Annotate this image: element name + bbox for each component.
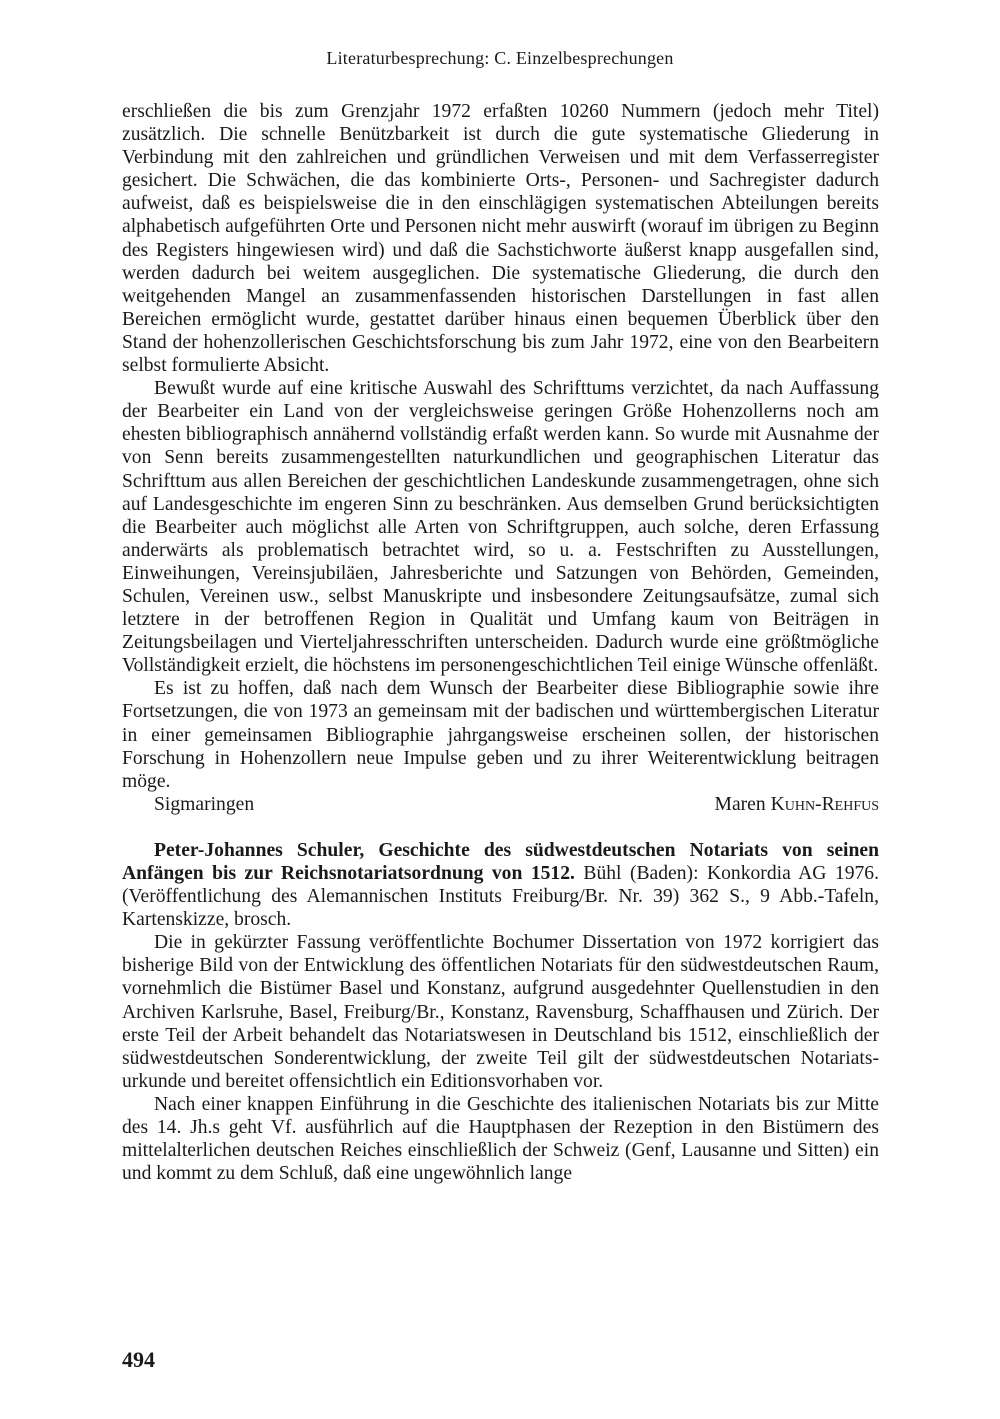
author-last-name: Kuhn-Rehfus (770, 793, 879, 815)
review-heading (122, 839, 879, 931)
signature-author (715, 793, 879, 816)
review-bibliographic-details: Bühl (Baden): Konkordia AG 1976. (Veröffentlichung des Alemannischen Instituts Freiburg/Br. Nr. 39) 362 S., 9 Abb.-Tafeln, Kartenskizze, brosch. (122, 863, 879, 931)
page-number: 494 (122, 1347, 155, 1372)
signature-line (122, 793, 879, 816)
paragraph: Es ist zu hoffen, daß nach dem Wunsch der Bearbeiter diese Bibliographie sowie ihre Fortsetzungen, die von 1973 an gemeinsam mit der badischen und württembergischen Literatur in einer gemeinsamen Bibliographie jahrgangsweise erscheinen sollen, der historischen Forschung in Hohenzollern neue Impulse geben und zu ihrer Weiterentwicklung beitragen möge. (122, 678, 879, 792)
author-first-name: Maren (714, 793, 771, 815)
body-text (122, 100, 879, 1185)
signature-place: Sigmaringen (154, 793, 255, 815)
paragraph: Bewußt wurde auf eine kritische Auswahl des Schrifttums verzichtet, da nach Auffassung der Bearbeiter ein Land von der vergleichsweise geringen Größe Hohenzollerns noch am ehesten bibliographisch annähernd vollständig erfaßt werden kann. So wurde mit Ausnahme der von Senn bereits zusammengestellten naturkundlichen und geographischen Literatur das Schrifttum aus allen Bereichen der geschichtlichen Landeskunde zusammengetragen, ohne sich auf Landesgeschichte im engeren Sinn zu beschränken. Aus demselben Grund berücksichtigten die Bearbeiter auch möglichst alle Arten von Schriftgruppen, auch solche, deren Erfassung anderwärts als problematisch betrachtet wird, so u. a. Festschriften zu Ausstellungen, Einweihungen, Vereinsjubiläen, Jahresberichte und Satzungen von Behörden, Gemeinden, Schulen, Vereinen usw., selbst Manuskripte und insbesondere Zeitungsaufsätze, zumal sich letztere in der betroffenen Region in Qualität und Umfang kaum von Beiträgen in Zeitungsbeilagen und Vierteljahresschriften unterscheiden. Dadurch wurde eine größtmögliche Vollständigkeit erzielt, die höchstens im personengeschichtlichen Teil einige Wünsche offenläßt. (122, 378, 879, 677)
paragraph: Die in gekürzter Fassung veröffentlichte Bochumer Dissertation von 1972 korrigiert das bisherige Bild von der Entwicklung des öffentlichen Notariats für den südwestdeutschen Raum, vornehmlich die Bistümer Basel und Konstanz, aufgrund ausgedehnter Quellenstudien in den Archiven Karlsruhe, Basel, Freiburg/Br., Konstanz, Ravensburg, Schaffhausen und Zürich. Der erste Teil der Arbeit behandelt das Notariatswesen in Deutschland bis 1512, einschließlich der südwestdeutschen Sonderentwicklung, der zweite Teil gilt der südwestdeutschen Notariatsurkunde und bereitet offensichtlich ein Editionsvorhaben vor. (122, 932, 879, 1092)
paragraph: erschließen die bis zum Grenzjahr 1972 erfaßten 10260 Nummern (jedoch mehr Titel) zusätzlich. Die schnelle Benützbarkeit ist durch die gute systematische Gliederung in Verbindung mit den zahlreichen und gründlichen Verweisen und mit dem Verfasserregister gesichert. Die Schwächen, die das kombinierte Orts-, Personen- und Sachregister dadurch aufweist, daß es beispielsweise die in den einschlägigen systematischen Abteilungen bereits alphabetisch aufgeführten Orte und Personen nicht mehr auswirft (worauf im übrigen zu Beginn des Registers hingewiesen wird) und daß die Sachstichworte äußerst knapp ausgefallen sind, werden dadurch bei weitem ausgeglichen. Die systematische Gliederung, die durch den weitgehenden Mangel an zusammenfassenden historischen Darstellungen in fast allen Bereichen ermöglicht wurde, gestattet darüber hinaus einen bequemen Überblick über den Stand der hohenzollerischen Geschichtsforschung bis zum Jahr 1972, eine von den Bearbeitern selbst formulierte Absicht. (122, 101, 879, 377)
review-title: Peter-Johannes Schuler, Geschichte des südwestdeutschen Notariats von seinen Anfängen bis zur Reichsnotariatsordnung von 1512. (122, 839, 879, 884)
paragraph: Nach einer knappen Einführung in die Geschichte des italienischen Notariats bis zur Mitte des 14. Jh.s geht Vf. ausführlich auf die Hauptphasen der Rezeption in den Bistümern des mittelalterlichen deutschen Reiches einschließlich der Schweiz (Genf, Lausanne und Sitten) ein und kommt zu dem Schluß, daß eine ungewöhnlich lange (122, 1093, 879, 1185)
running-head: Literaturbesprechung: C. Einzelbesprechungen (326, 48, 674, 68)
